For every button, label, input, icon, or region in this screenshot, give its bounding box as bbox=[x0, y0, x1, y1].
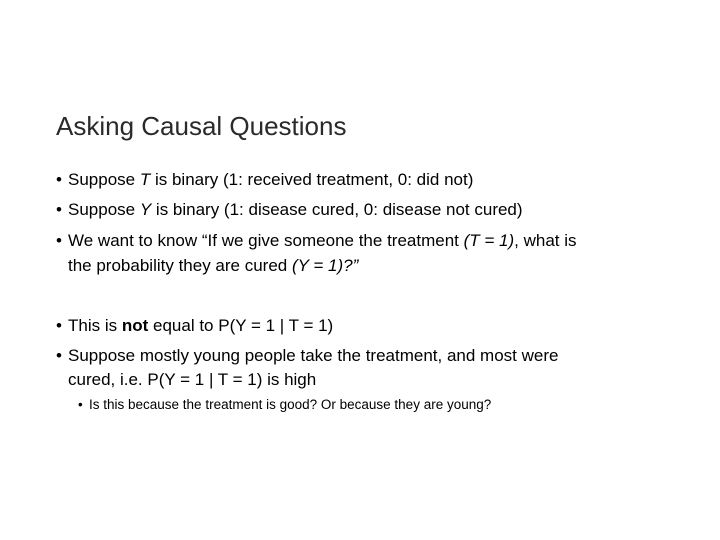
bullet-marker: • bbox=[56, 200, 62, 219]
bullet-text-post: is binary (1: received treatment, 0: did not) bbox=[150, 170, 474, 189]
bullet-text-pre: We want to know “If we give someone the treatment bbox=[68, 231, 464, 250]
bullet-marker: • bbox=[56, 316, 62, 335]
bullet-causal-question-line2 bbox=[68, 254, 358, 278]
slide-title: Asking Causal Questions bbox=[56, 111, 347, 141]
sub-bullet-text: Is this because the treatment is good? Or because they are young? bbox=[89, 397, 492, 412]
bullet-text-pre: Suppose bbox=[68, 170, 140, 189]
bullet-treatment-binary bbox=[56, 168, 473, 192]
bullet-marker: • bbox=[56, 346, 62, 365]
bullet-not-equal bbox=[56, 314, 333, 338]
sub-bullet-question bbox=[78, 395, 491, 415]
bullet-text-pre: Suppose bbox=[68, 200, 140, 219]
bullet-causal-question-line1 bbox=[56, 229, 577, 253]
bullet-text: cured, i.e. P(Y = 1 | T = 1) is high bbox=[68, 370, 317, 389]
bullet-text-post: , what is bbox=[514, 231, 577, 250]
bullet-text-post: is binary (1: disease cured, 0: disease not cured) bbox=[151, 200, 523, 219]
bullet-text: Suppose mostly young people take the treatment, and most were bbox=[68, 346, 559, 365]
variable-y: Y bbox=[139, 200, 152, 219]
bullet-text-emphasis: (Y = 1)?” bbox=[291, 256, 359, 275]
bullet-confounding-line1 bbox=[56, 344, 558, 368]
bullet-marker: • bbox=[56, 231, 62, 250]
bullet-text-post: equal to P(Y = 1 | T = 1) bbox=[148, 316, 334, 335]
variable-t: T bbox=[139, 170, 151, 189]
bullet-text-pre: the probability they are cured bbox=[68, 256, 292, 275]
bullet-marker: • bbox=[56, 170, 62, 189]
bullet-text-strong: not bbox=[121, 316, 149, 335]
bullet-outcome-binary bbox=[56, 198, 523, 222]
bullet-marker: • bbox=[78, 397, 83, 412]
bullet-text-emphasis: (T = 1) bbox=[463, 231, 515, 250]
bullet-text-pre: This is bbox=[68, 316, 122, 335]
bullet-confounding-line2 bbox=[68, 368, 316, 392]
